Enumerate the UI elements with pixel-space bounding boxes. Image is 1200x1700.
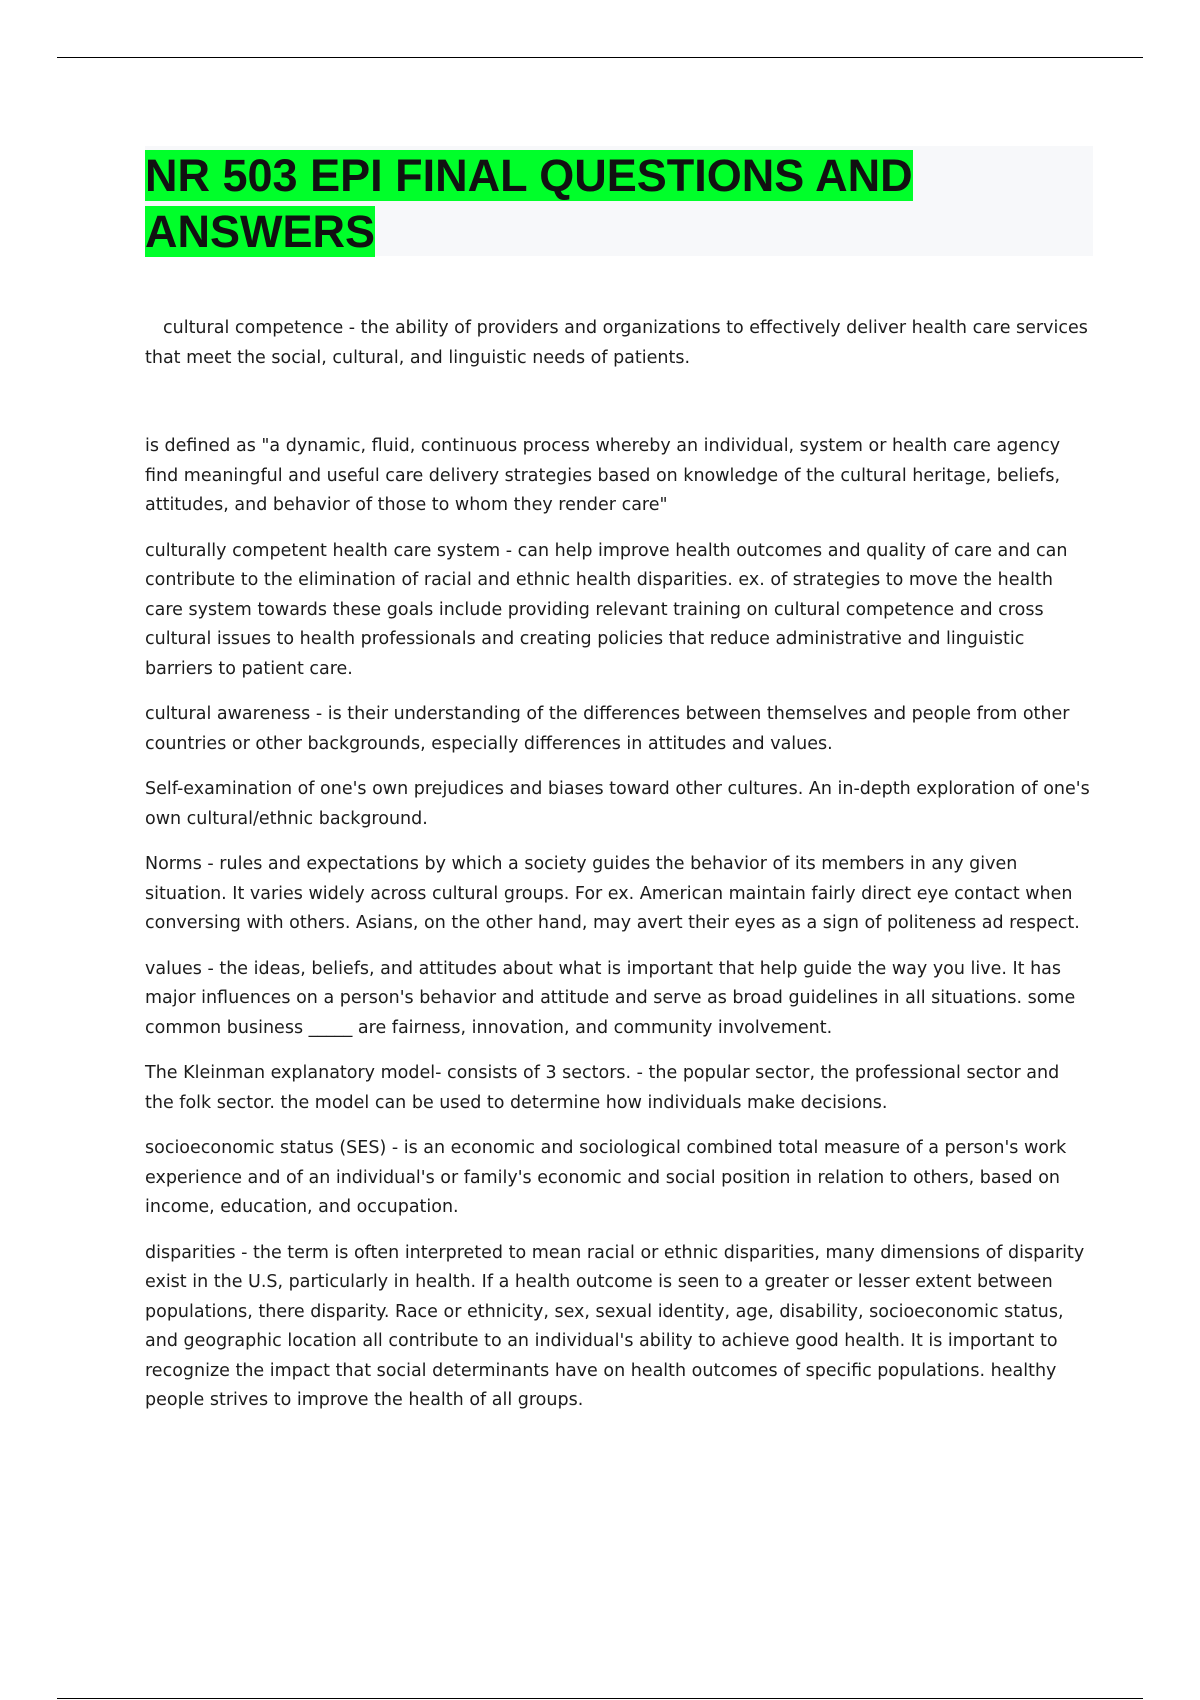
paragraph-definition: is defined as "a dynamic, fluid, continuous process whereby an individual, system or health care agency find meaningful and useful care delivery strategies based on knowledge of the cultural heritage, beliefs, attitudes, and behavior of those to whom they render care" — [145, 436, 1061, 515]
paragraph-cultural-awareness: cultural awareness - is their understanding of the differences between themselves and people from other countries or other backgrounds, especially differences in attitudes and values. — [145, 704, 1070, 754]
paragraph-socioeconomic-status: socioeconomic status (SES) - is an economic and sociological combined total measure of a person's work experience and of an individual's or family's economic and social position in relation to others, based on income, education, and occupation. — [145, 1138, 1067, 1217]
top-rule — [57, 57, 1143, 58]
paragraph-culturally-competent-system: culturally competent health care system - can help improve health outcomes and quality of care and can contribute to the elimination of racial and ethnic health disparities. ex. of strategies to move the health care system towards these goals include providing relevant training on cultural competence and cross cultural issues to health professionals and creating policies that reduce administrative and linguistic barriers to patient care. — [145, 540, 1068, 679]
document-title-text: NR 503 EPI FINAL QUESTIONS AND ANSWERS — [145, 150, 913, 257]
document-body — [145, 314, 1090, 1432]
paragraph-self-examination: Self-examination of one's own prejudices and biases toward other cultures. An in-depth exploration of one's own cultural/ethnic background. — [145, 779, 1090, 829]
bottom-rule — [57, 1698, 1143, 1699]
paragraph-kleinman-model: The Kleinman explanatory model- consists of 3 sectors. - the popular sector, the professional sector and the folk sector. the model can be used to determine how individuals make decisions. — [145, 1063, 1060, 1113]
document-title — [145, 148, 1045, 260]
paragraph-disparities: disparities - the term is often interpreted to mean racial or ethnic disparities, many dimensions of disparity exist in the U.S, particularly in health. If a health outcome is seen to a greater or lesser extent between populations, there disparity. Race or ethnicity, sex, sexual identity, age, disability, socioeconomic status, and geographic location all contribute to an individual's ability to achieve good health. It is important to recognize the impact that social determinants have on health outcomes of specific populations. healthy people strives to improve the health of all groups. — [145, 1242, 1085, 1410]
paragraph-norms: Norms - rules and expectations by which a society guides the behavior of its members in any given situation. It varies widely across cultural groups. For ex. American maintain fairly direct eye contact when conversing with others. Asians, on the other hand, may avert their eyes as a sign of politeness ad respect. — [145, 854, 1080, 933]
paragraph-cultural-competence: cultural competence - the ability of providers and organizations to effectively deliver health care services that meet the social, cultural, and linguistic needs of patients. — [145, 318, 1088, 368]
paragraph-values: values - the ideas, beliefs, and attitudes about what is important that help guide the way you live. It has major influences on a person's behavior and attitude and serve as broad guidelines in all situations. some common business _____ are fairness, innovation, and community involvement. — [145, 958, 1076, 1038]
